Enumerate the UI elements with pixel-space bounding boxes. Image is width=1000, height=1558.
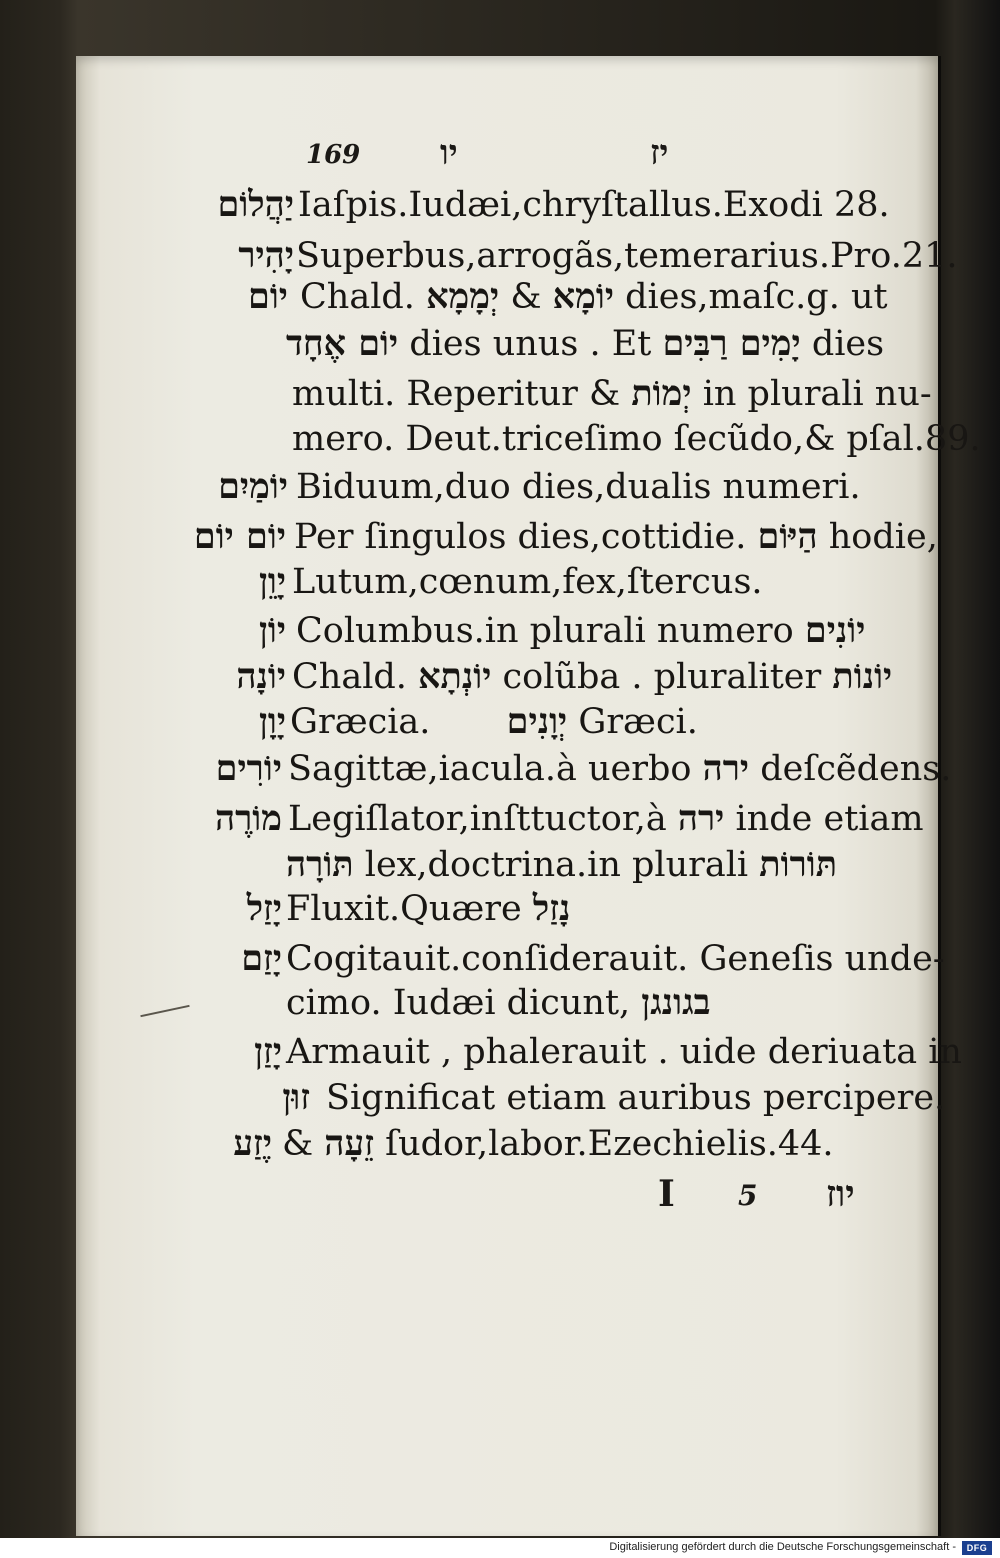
entry-line-12 [0, 697, 1000, 747]
definition: cimo. Iudæi dicunt, בגונגן [286, 982, 711, 1023]
entry-line-13 [0, 744, 1000, 794]
definition: Superbus,arrogãs,temerarius.Pro.21. [296, 236, 958, 276]
entry-line-15 [0, 840, 1000, 890]
definition: Legiſlator,inſttuctor,à ירה inde etiam [288, 798, 924, 839]
inline-hebrew: יוֹנְתָא [418, 656, 492, 697]
entry-line-5 [0, 369, 1000, 419]
entry-line-7 [0, 462, 1000, 512]
definition: Per ſingulos dies,cottidie. הַיּוֹם hodie, [294, 516, 938, 557]
inline-hebrew: תּוֹרוֹת [759, 844, 838, 885]
definition: Lutum,cœnum,fex,ſtercus. [292, 562, 763, 602]
entry-line-18 [0, 978, 1000, 1028]
entry-line-16 [0, 884, 1000, 934]
entry-line-8 [0, 512, 1000, 562]
entry-line-1 [0, 180, 1000, 230]
headword: יוֹמַיִם [218, 466, 288, 507]
inline-hebrew: יוֹנוֹת [832, 656, 893, 697]
inline-hebrew: יְמָמָא [426, 276, 500, 317]
headword: מוֹרֶה [214, 798, 282, 839]
signature-mark: I [658, 1173, 675, 1215]
definition: תּוֹרָה lex,doctrina.in plurali תּוֹרוֹת [286, 844, 838, 885]
inline-hebrew: יָמִים רַבִּים [662, 323, 801, 364]
definition: Armauit , phalerauit . uide deriuata in [286, 1032, 962, 1072]
entry-line-10 [0, 606, 1000, 656]
headword: יוֹרִים [215, 748, 282, 789]
headword: יַהֲלוֹם [217, 184, 294, 225]
entry-line-20 [0, 1073, 1000, 1123]
inline-hebrew: ירה [702, 748, 750, 789]
definition: Biduum,duo dies,dualis numeri. [296, 467, 861, 507]
inline-hebrew: יוֹנִים [804, 610, 866, 651]
inline-hebrew: ירה [677, 798, 725, 839]
headword: יָזַם [241, 938, 282, 979]
definition: Cogitauit.conſiderauit. Geneſis unde- [286, 939, 945, 979]
definition: Fluxit.Quære נָזַל [286, 888, 571, 929]
entry-line-14 [0, 794, 1000, 844]
inline-hebrew: בגונגן [641, 982, 711, 1023]
running-head-left: יו [440, 133, 458, 173]
inline-hebrew: יוֹמָא [552, 276, 615, 317]
headword: יוֹנָה [236, 656, 286, 697]
entry-line-17 [0, 934, 1000, 984]
running-head-right: יז [650, 133, 669, 173]
inline-hebrew: הַיּוֹם [757, 516, 818, 557]
digitization-footer [0, 1538, 1000, 1558]
headword: יָזַן [254, 1031, 282, 1072]
entry-line-11 [0, 652, 1000, 702]
entry-line-9 [0, 557, 1000, 607]
headword: יָוֵן [258, 561, 286, 602]
definition: Græcia. יְוָנִים Græci. [290, 701, 698, 742]
definition: mero. Deut.triceſimo ſecũdo,& pſal.89. [292, 419, 981, 459]
headword: יוֹן [258, 610, 286, 651]
inline-hebrew: יְמוֹת [631, 373, 692, 414]
definition: Significat etiam auribus percipere. [326, 1078, 946, 1118]
headword: יָזַל [246, 888, 282, 929]
definition: Columbus.in plurali numero יוֹנִים [296, 610, 866, 651]
definition: & זֵעָה ſudor,labor.Ezechielis.44. [282, 1123, 834, 1164]
page-number: 169 [306, 140, 361, 170]
inline-hebrew: יוֹם אֶחָד [286, 323, 399, 364]
inline-hebrew: תּוֹרָה [286, 844, 354, 885]
signature-number: 5 [738, 1179, 758, 1212]
footer-credit: Digitalisierung gefördert durch die Deutsche Forschungsgemeinschaft - [609, 1541, 956, 1553]
inline-hebrew: זֵעָה [324, 1123, 374, 1164]
headword: יוֹם [248, 276, 288, 317]
inline-hebrew: יְוָנִים [506, 701, 568, 742]
entry-line-21 [0, 1119, 1000, 1169]
entry-line-6 [0, 414, 1000, 464]
inline-hebrew: נָזַל [532, 888, 571, 929]
definition: Chald. יוֹנְתָא colũba . pluraliter יוֹנוֹת [292, 656, 893, 697]
entry-line-4 [0, 319, 1000, 369]
headword: יוֹם יוֹם [193, 516, 286, 557]
definition: Iaſpis.Iudæi,chryſtallus.Exodi 28. [298, 185, 890, 225]
entry-line-3 [0, 272, 1000, 322]
headword: יֶזַע [233, 1123, 272, 1164]
dfg-logo: DFG [962, 1541, 992, 1555]
headword: יָהִיר [238, 235, 294, 276]
definition: Chald. יוֹמָא & יְמָמָא dies,maſc.g. ut [300, 276, 888, 317]
headword: זוּן [282, 1077, 310, 1118]
definition: יוֹם אֶחָד dies unus . Et יָמִים רַבִּים dies [286, 323, 885, 364]
definition: multi. Reperitur & יְמוֹת in plurali nu- [292, 373, 932, 414]
entry-line-19 [0, 1027, 1000, 1077]
catchword: יוז [826, 1173, 855, 1215]
headword: יָוָן [258, 701, 286, 742]
definition: Sagittæ,iacula.à uerbo ירה deſcẽdens. [288, 748, 952, 789]
